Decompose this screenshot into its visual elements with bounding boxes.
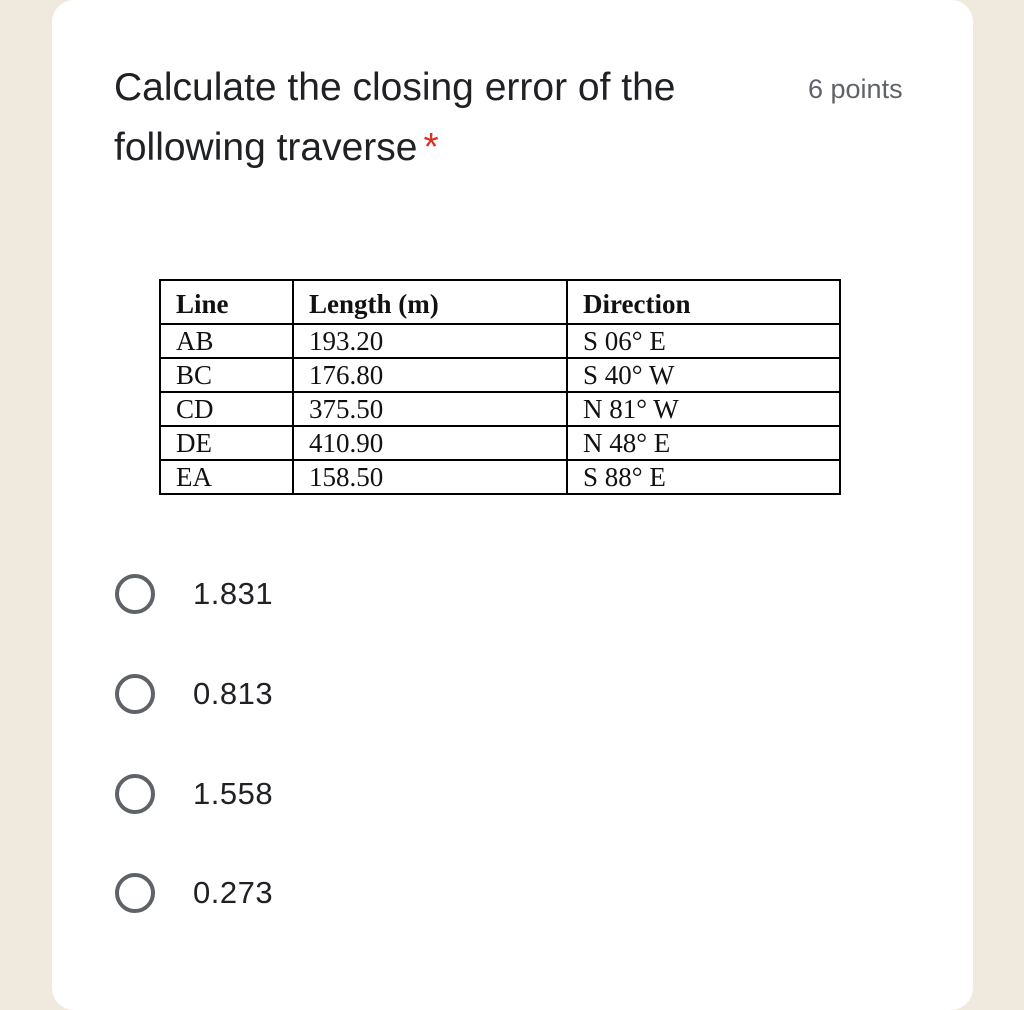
table-row — [160, 460, 840, 494]
cell-line: BC — [160, 358, 293, 392]
header-direction: Direction — [567, 280, 840, 324]
header-length: Length (m) — [293, 280, 567, 324]
table-row — [160, 392, 840, 426]
table-row — [160, 426, 840, 460]
table-row — [160, 324, 840, 358]
cell-direction: S 06° E — [567, 324, 840, 358]
question-title — [114, 58, 754, 178]
question-card — [52, 0, 973, 1010]
cell-direction: N 48° E — [567, 426, 840, 460]
required-marker: * — [423, 126, 439, 169]
cell-line: EA — [160, 460, 293, 494]
option-label[interactable]: 1.831 — [193, 576, 274, 611]
table-header-row — [160, 280, 840, 324]
option-2[interactable] — [115, 674, 273, 714]
cell-direction: S 40° W — [567, 358, 840, 392]
cell-length: 410.90 — [293, 426, 567, 460]
option-1[interactable] — [115, 574, 273, 614]
option-3[interactable] — [115, 774, 273, 814]
cell-line: CD — [160, 392, 293, 426]
radio-button-icon[interactable] — [115, 674, 155, 714]
radio-button-icon[interactable] — [115, 574, 155, 614]
cell-length: 158.50 — [293, 460, 567, 494]
option-label[interactable]: 0.273 — [193, 875, 274, 910]
cell-direction: N 81° W — [567, 392, 840, 426]
cell-length: 176.80 — [293, 358, 567, 392]
radio-button-icon[interactable] — [115, 774, 155, 814]
option-label[interactable]: 1.558 — [193, 776, 274, 811]
option-4[interactable] — [115, 873, 273, 913]
header-line: Line — [160, 280, 293, 324]
cell-line: AB — [160, 324, 293, 358]
option-label[interactable]: 0.813 — [193, 676, 274, 711]
question-title-text: Calculate the closing error of the following traverse — [114, 66, 676, 169]
radio-button-icon[interactable] — [115, 873, 155, 913]
points-label: 6 points — [808, 74, 903, 104]
cell-length: 375.50 — [293, 392, 567, 426]
cell-direction: S 88° E — [567, 460, 840, 494]
cell-line: DE — [160, 426, 293, 460]
table-row — [160, 358, 840, 392]
traverse-table — [159, 279, 841, 495]
cell-length: 193.20 — [293, 324, 567, 358]
